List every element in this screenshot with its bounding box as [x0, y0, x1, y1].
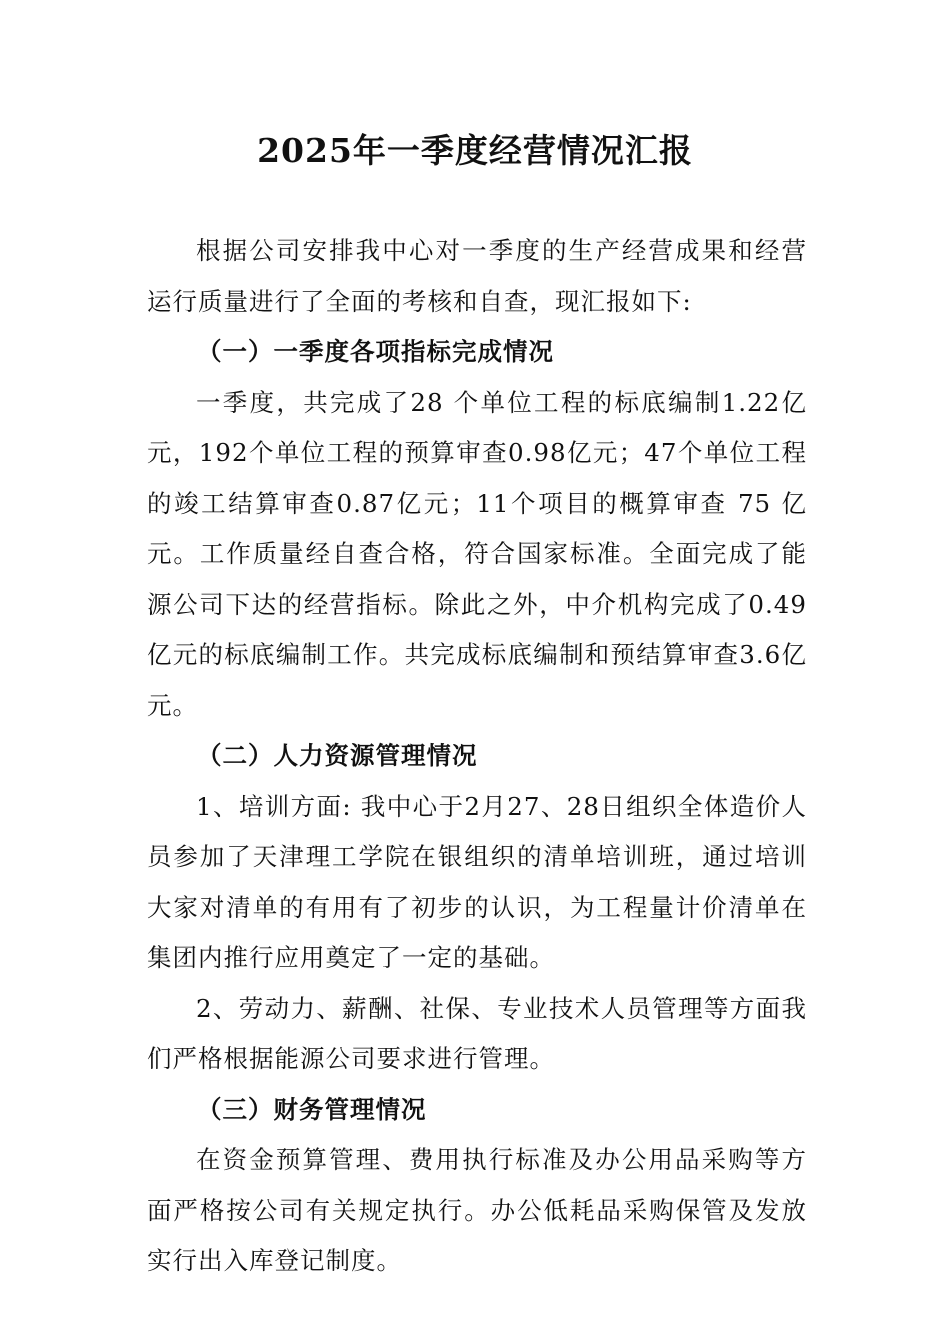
finance-paragraph: 在资金预算管理、费用执行标准及办公用品采购等方面严格按公司有关规定执行。办公低耗品采购保管及发放实行出入库登记制度。 [147, 1145, 807, 1275]
section-heading-hr: （二）人力资源管理情况 [197, 741, 478, 770]
indicators-paragraph: 一季度，共完成了28 个单位工程的标底编制1.22亿元，192个单位工程的预算审查0.98亿元；47个单位工程的竣工结算审查0.87亿元；11个项目的概算审查 75 亿元。工作质量经自查合格，符合国家标准。全面完成了能源公司下达的经营指标。除此之外，中介机构完成了0.49亿元的标底编制工作。共完成标底编制和预结算审查3.6亿元。 [147, 387, 807, 720]
hr-training-paragraph: 1、培训方面: 我中心于2月27、28日组织全体造价人员参加了天津理工学院在银组织的清单培训班，通过培训大家对清单的有用有了初步的认识，为工程量计价清单在集团内推行应用奠定了一定的基础。 [147, 791, 807, 972]
hr-management-paragraph: 2、劳动力、薪酬、社保、专业技术人员管理等方面我们严格根据能源公司要求进行管理。 [147, 993, 807, 1073]
intro-paragraph: 根据公司安排我中心对一季度的生产经营成果和经营运行质量进行了全面的考核和自查，现汇报如下: [147, 236, 807, 316]
document-body [147, 226, 807, 1287]
section-heading-finance: （三）财务管理情况 [197, 1094, 427, 1124]
document-title: 2025年一季度经营情况汇报 [257, 131, 693, 170]
section-heading-indicators: （一）一季度各项指标完成情况 [197, 337, 554, 366]
